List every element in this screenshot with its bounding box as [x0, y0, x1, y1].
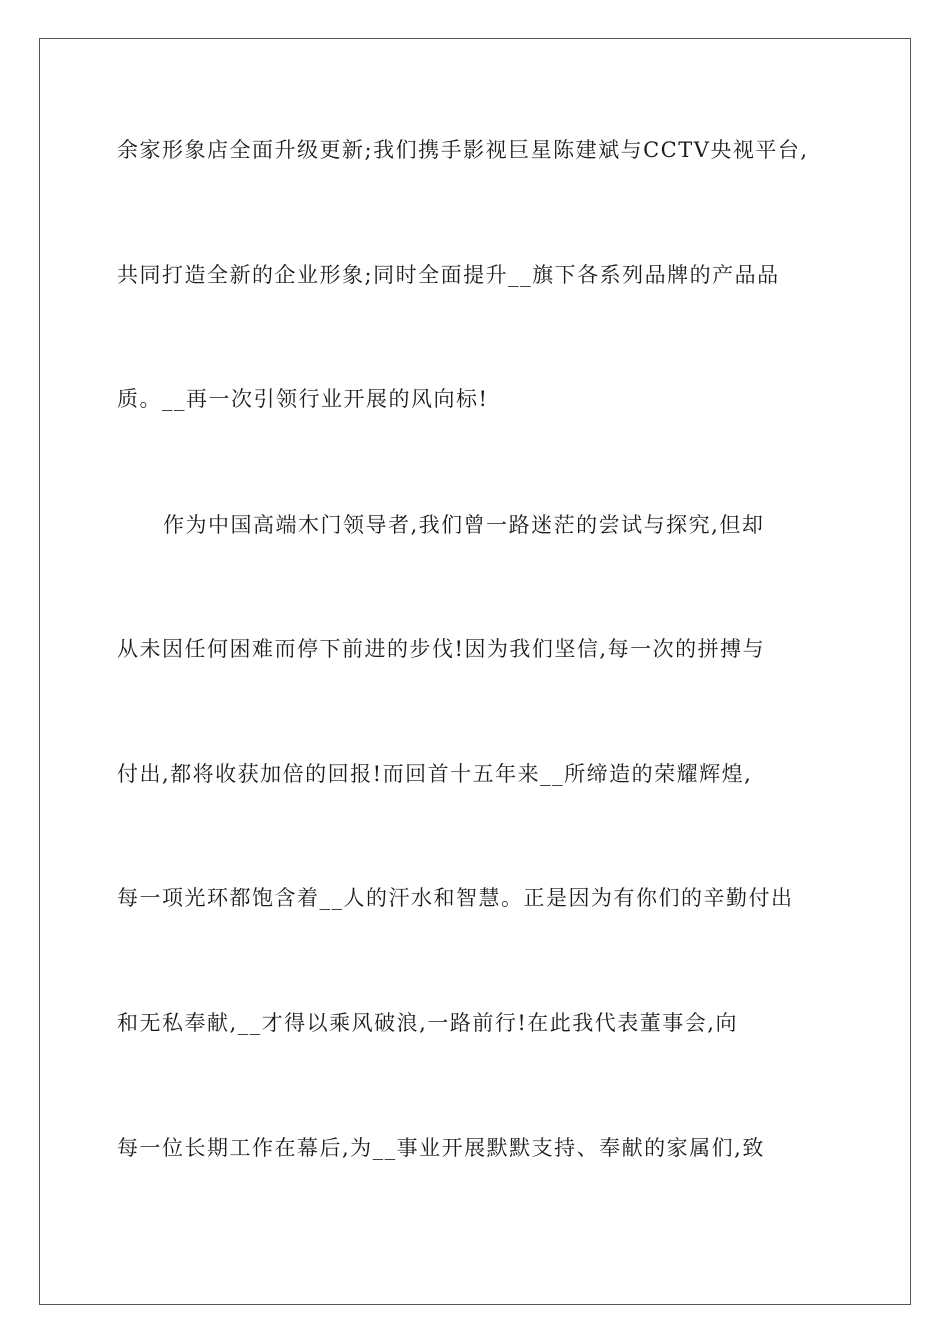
text-line: 付出,都将收获加倍的回报!而回首十五年来__所缔造的荣耀辉煌,	[117, 762, 753, 786]
text-line: 每一位长期工作在幕后,为__事业开展默默支持、奉献的家属们,致	[117, 1136, 765, 1160]
text-line: 从未因任何困难而停下前进的步伐!因为我们坚信,每一次的拼搏与	[117, 637, 766, 661]
text-line: 余家形象店全面升级更新;我们携手影视巨星陈建斌与CCTV央视平台,	[117, 138, 809, 162]
text-line: 每一项光环都饱含着__人的汗水和智慧。正是因为有你们的辛勤付出	[117, 886, 794, 910]
text-line: 质。__再一次引领行业开展的风向标!	[117, 387, 489, 411]
paragraph-first-line: 作为中国高端木门领导者,我们曾一路迷茫的尝试与探究,但却	[163, 513, 765, 537]
text-line: 共同打造全新的企业形象;同时全面提升__旗下各系列品牌的产品品	[117, 263, 780, 287]
page-border	[39, 38, 911, 1305]
text-line: 和无私奉献,__才得以乘风破浪,一路前行!在此我代表董事会,向	[117, 1011, 738, 1035]
